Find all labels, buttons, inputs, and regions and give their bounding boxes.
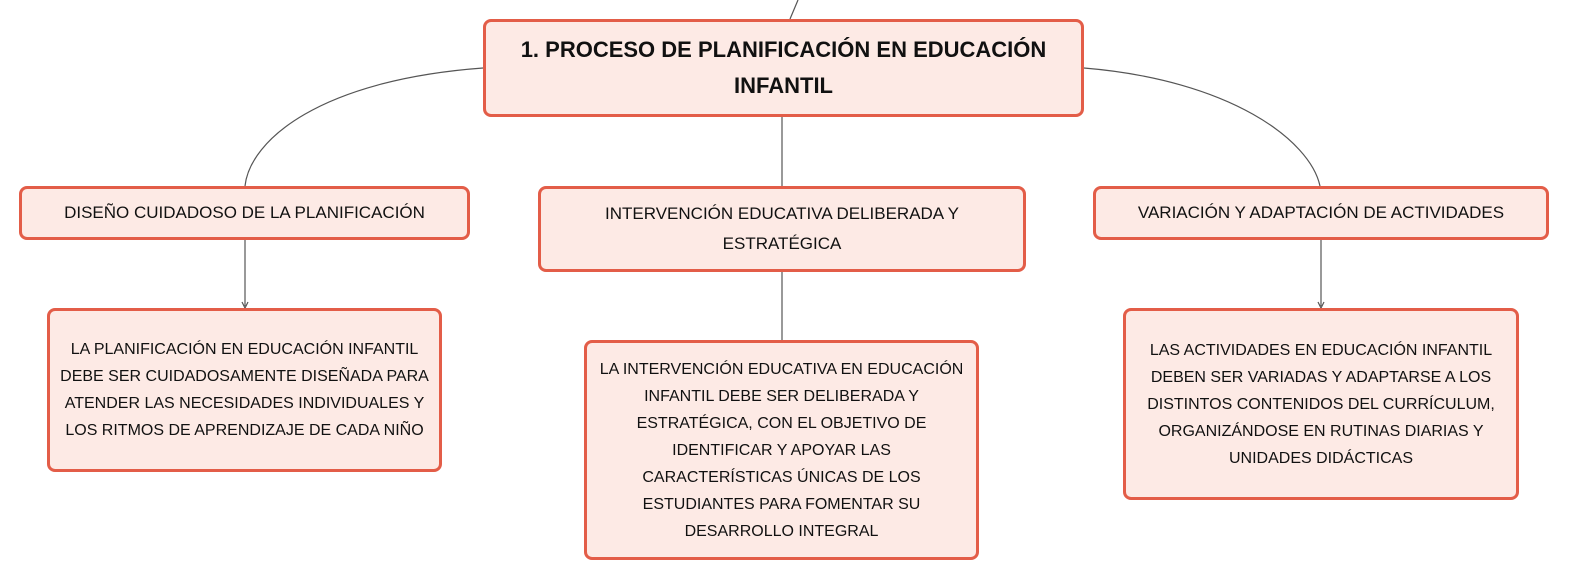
branch-topic-intervention-label: INTERVENCIÓN EDUCATIVA DELIBERADA Y ESTRATÉGICA [605, 204, 959, 253]
root-topic-label: 1. PROCESO DE PLANIFICACIÓN EN EDUCACIÓN INFANTIL [520, 37, 1047, 98]
detail-topic-intervention-text: LA INTERVENCIÓN EDUCATIVA EN EDUCACIÓN INFANTIL DEBE SER DELIBERADA Y ESTRATÉGICA, CON EL OBJETIVO DE IDENTIFICAR Y APOYAR LAS CARACTERÍSTICAS ÚNICAS DE LOS ESTUDIANTES PARA FOMENTAR SU DESARROLLO INTEGRAL [599, 360, 964, 540]
connector-root-branch-1 [245, 68, 483, 186]
detail-topic-design[interactable] [47, 308, 442, 472]
branch-topic-variation[interactable] [1093, 186, 1549, 240]
branch-topic-variation-label: VARIACIÓN Y ADAPTACIÓN DE ACTIVIDADES [1137, 203, 1505, 222]
connector-root-incoming [790, 0, 798, 19]
detail-topic-variation-text: LAS ACTIVIDADES EN EDUCACIÓN INFANTIL DEBEN SER VARIADAS Y ADAPTARSE A LOS DISTINTOS CONTENIDOS DEL CURRÍCULUM, ORGANIZÁNDOSE EN RUTINAS DIARIAS Y UNIDADES DIDÁCTICAS [1147, 341, 1495, 467]
branch-topic-intervention[interactable] [538, 186, 1026, 272]
branch-topic-design-label: DISEÑO CUIDADOSO DE LA PLANIFICACIÓN [64, 203, 425, 222]
detail-topic-design-text: LA PLANIFICACIÓN EN EDUCACIÓN INFANTIL DEBE SER CUIDADOSAMENTE DISEÑADA PARA ATENDER LAS NECESIDADES INDIVIDUALES Y LOS RITMOS DE APRENDIZAJE DE CADA NIÑO [60, 341, 429, 439]
root-topic[interactable] [483, 19, 1084, 117]
detail-topic-variation[interactable] [1123, 308, 1519, 500]
detail-topic-intervention[interactable] [584, 340, 979, 560]
connector-root-branch-3 [1084, 68, 1320, 186]
branch-topic-design[interactable] [19, 186, 470, 240]
